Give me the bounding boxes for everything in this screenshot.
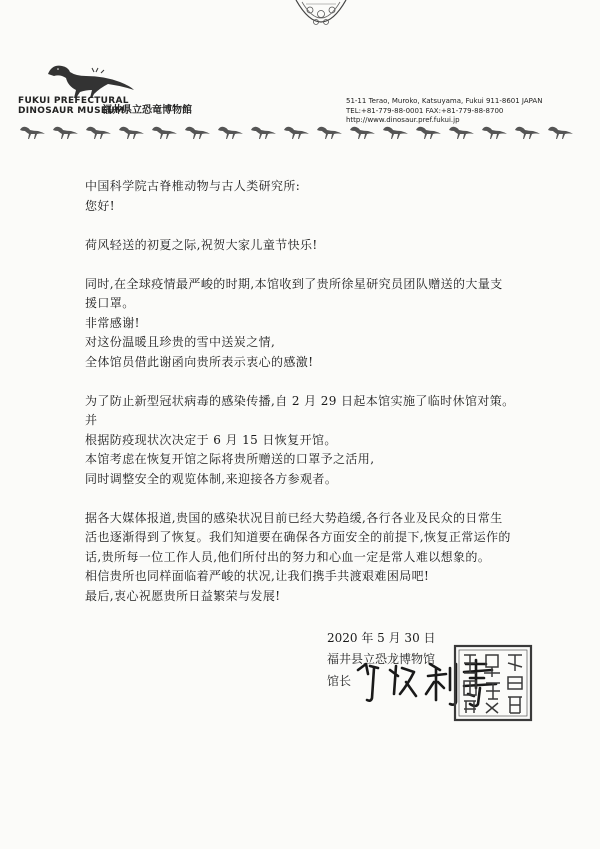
dinosaur-logo-icon bbox=[46, 60, 136, 100]
dinosaur-border-icons bbox=[20, 124, 580, 140]
museum-address bbox=[346, 97, 542, 126]
signer-title: 馆长 bbox=[327, 674, 352, 688]
address-website: http://www.dinosaur.pref.fukui.jp bbox=[346, 116, 460, 124]
logo-english-line2: DINOSAUR MUSEUM bbox=[18, 106, 125, 116]
paragraph-2-line-1: 同时,在全球疫情最严峻的时期,本馆收到了贵所徐星研究员团队赠送的大量支 bbox=[85, 276, 503, 291]
greeting: 您好! bbox=[85, 198, 116, 213]
logo-english-line1: FUKUI PREFECTURAL bbox=[18, 96, 129, 106]
museum-emblem-icon bbox=[292, 0, 350, 38]
address-street: 51-11 Terao, Muroko, Katsuyama, Fukui 911-8601 JAPAN bbox=[346, 97, 543, 105]
address-phone-fax: TEL:+81-779-88-0001 FAX:+81-779-88-8700 bbox=[346, 106, 504, 115]
letter-date: 2020 年 5 月 30 日 bbox=[327, 631, 436, 645]
paragraph-2-line-2: 援口罩。 bbox=[85, 296, 135, 310]
paragraph-1: 荷风轻送的初夏之际,祝贺大家儿童节快乐! bbox=[85, 237, 318, 252]
museum-logo bbox=[18, 60, 248, 122]
letter-body bbox=[85, 177, 525, 606]
paragraph-4-line-5: 最后,衷心祝愿贵所日益繁荣与发展! bbox=[85, 588, 281, 603]
paragraph-3-line-2: 根据防疫现状次决定于 6 月 15 日恢复开馆。 bbox=[85, 432, 337, 447]
logo-japanese-name: 福井県立恐竜博物館 bbox=[102, 105, 192, 116]
paragraph-3-line-3: 本馆考虑在恢复开馆之际将贵所赠送的口罩予之活用, bbox=[85, 452, 375, 466]
paragraph-4-line-3: 话,贵所每一位工作人员,他们所付出的努力和心血一定是常人难以想象的。 bbox=[85, 549, 491, 564]
signer-organization: 福井县立恐龙博物馆 bbox=[327, 652, 436, 666]
paragraph-4-line-4: 相信贵所也同样面临着严峻的状况,让我们携手共渡艰难困局吧! bbox=[85, 569, 430, 583]
official-seal-stamp bbox=[452, 643, 534, 723]
paragraph-4-line-2: 活也逐渐得到了恢复。我们知道要在确保各方面安全的前提下,恢复正常运作的 bbox=[85, 530, 511, 544]
paragraph-2-line-3: 非常感谢! bbox=[85, 315, 140, 330]
paragraph-3-line-4: 同时调整安全的观览体制,来迎接各方参观者。 bbox=[85, 471, 338, 486]
paragraph-3-line-1: 为了防止新型冠状病毒的感染传播,自 2 月 29 日起本馆实施了临时休馆对策。并 bbox=[85, 393, 515, 427]
salutation: 中国科学院古脊椎动物与古人类研究所: bbox=[85, 179, 301, 193]
paragraph-4-line-1: 据各大媒体报道,贵国的感染状况目前已经大势趋缓,各行各业及民众的日常生 bbox=[85, 510, 503, 525]
paragraph-2-line-5: 全体馆员借此谢函向贵所表示衷心的感激! bbox=[85, 354, 314, 369]
paragraph-2-line-4: 对这份温暖且珍贵的雪中送炭之情, bbox=[85, 335, 276, 349]
